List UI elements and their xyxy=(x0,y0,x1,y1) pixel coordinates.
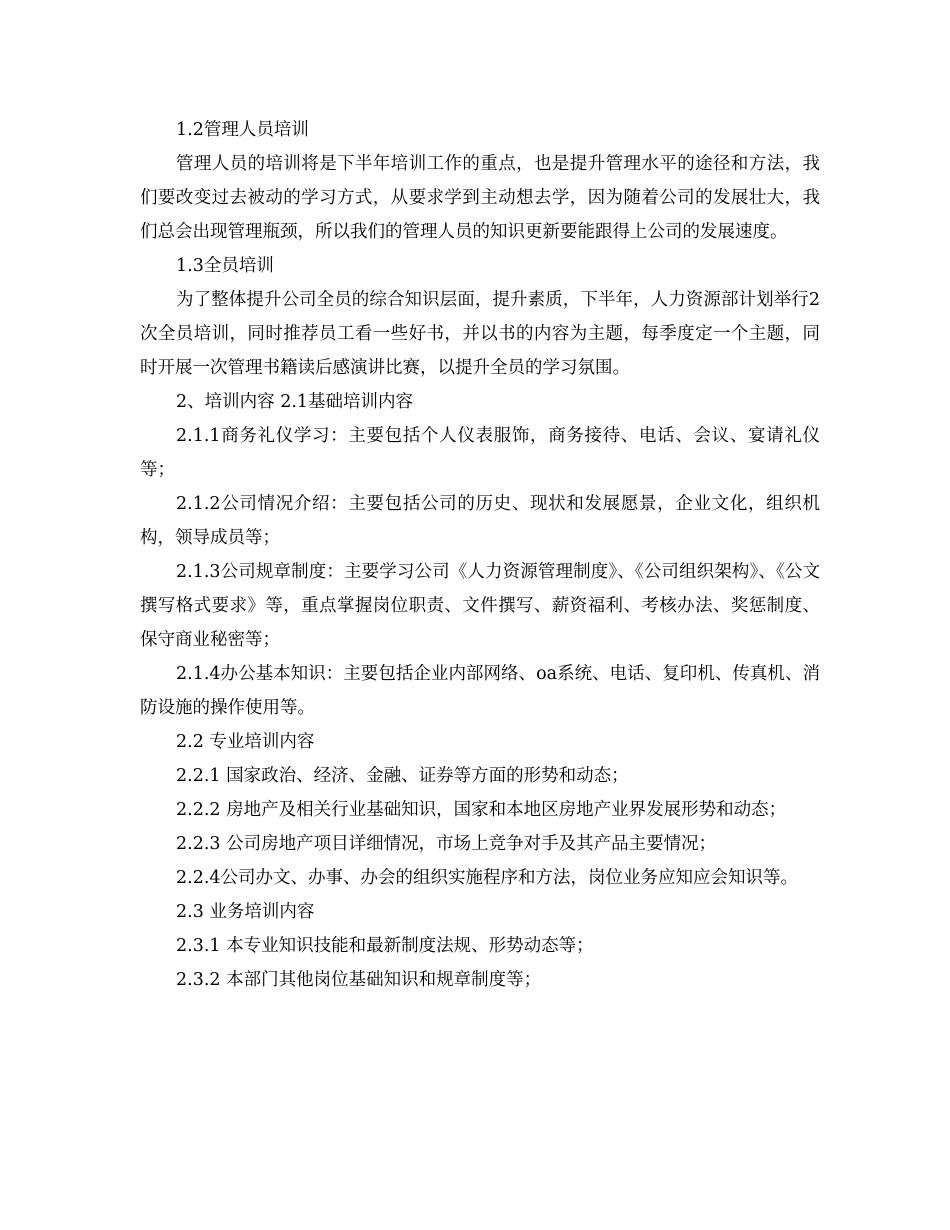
heading-1-2: 1.2管理人员培训 xyxy=(176,120,309,140)
item-2-1-4: 2.1.4办公基本知识：主要包括企业内部网络、oa系统、电话、复印机、传真机、消防设施的操作使用等。 xyxy=(140,664,820,718)
heading-2-2: 2.2 专业培训内容 xyxy=(176,732,315,752)
paragraph-all-staff-training: 为了整体提升公司全员的综合知识层面，提升素质，下半年，人力资源部计划举行2次全员培训，同时推荐员工看一些好书，并以书的内容为主题，每季度定一个主题，同时开展一次管理书籍读后感演讲比赛，以提升全员的学习氛围。 xyxy=(140,290,820,378)
heading-2-training-content: 2、培训内容 2.1基础培训内容 xyxy=(176,392,414,412)
item-2-2-2: 2.2.2 房地产及相关行业基础知识，国家和本地区房地产业界发展形势和动态； xyxy=(176,800,787,820)
paragraph-management-training: 管理人员的培训将是下半年培训工作的重点，也是提升管理水平的途径和方法，我们要改变过去被动的学习方式，从要求学到主动想去学，因为随着公司的发展壮大，我们总会出现管理瓶颈，所以我们的管理人员的知识更新要能跟得上公司的发展速度。 xyxy=(140,154,820,242)
heading-2-3: 2.3 业务培训内容 xyxy=(176,902,315,922)
item-2-1-1: 2.1.1商务礼仪学习：主要包括个人仪表服饰，商务接待、电话、会议、宴请礼仪等； xyxy=(140,426,820,480)
item-2-3-1: 2.3.1 本专业知识技能和最新制度法规、形势动态等； xyxy=(176,936,594,956)
item-2-3-2: 2.3.2 本部门其他岗位基础知识和规章制度等； xyxy=(176,970,542,990)
heading-1-3: 1.3全员培训 xyxy=(176,256,274,276)
item-2-1-2: 2.1.2公司情况介绍：主要包括公司的历史、现状和发展愿景，企业文化，组织机构，领导成员等； xyxy=(140,494,820,548)
item-2-1-3: 2.1.3公司规章制度：主要学习公司《人力资源管理制度》、《公司组织架构》、《公文撰写格式要求》等，重点掌握岗位职责、文件撰写、薪资福利、考核办法、奖惩制度、保守商业秘密等； xyxy=(140,562,820,650)
item-2-2-1: 2.2.1 国家政治、经济、金融、证券等方面的形势和动态； xyxy=(176,766,629,786)
item-2-2-3: 2.2.3 公司房地产项目详细情况，市场上竞争对手及其产品主要情况； xyxy=(176,834,717,854)
item-2-2-4: 2.2.4公司办文、办事、办会的组织实施程序和方法，岗位业务应知应会知识等。 xyxy=(176,868,799,888)
document-body xyxy=(140,113,820,997)
